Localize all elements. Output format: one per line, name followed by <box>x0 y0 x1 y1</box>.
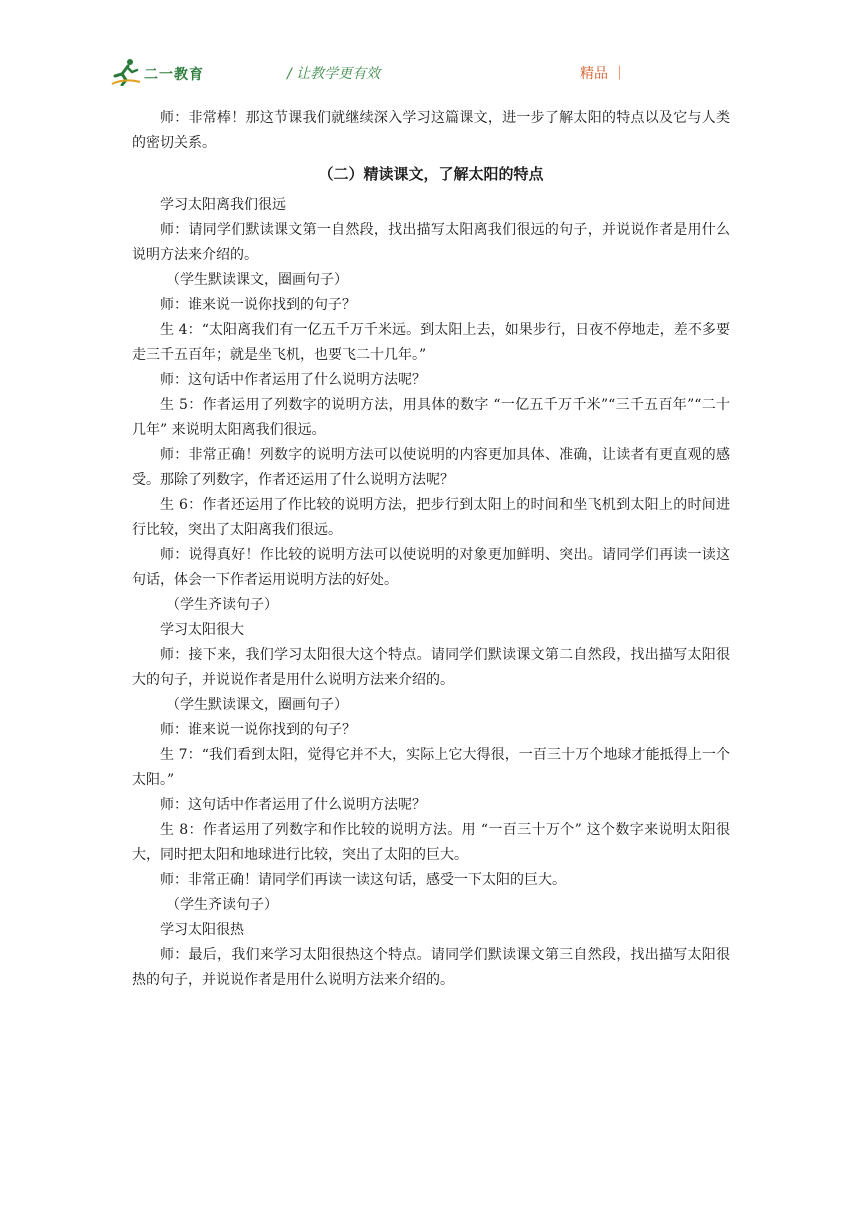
stage-direction: （学生齐读句子） <box>166 597 278 613</box>
page-header <box>0 0 860 100</box>
document-body <box>132 106 730 993</box>
subheading: 学习太阳离我们很远 <box>160 197 286 213</box>
paragraph: 师：非常棒！那这节课我们就继续深入学习这篇课文，进一步了解太阳的特点以及它与人类的密切关系。 <box>132 110 730 151</box>
stage-direction: （学生默读课文，圈画句子） <box>166 272 348 288</box>
paragraph: 生 7：“我们看到太阳，觉得它并不大，实际上它大得很，一百三十万个地球才能抵得上一个太阳。” <box>132 747 730 788</box>
paragraph: 师：接下来，我们学习太阳很大这个特点。请同学们默读课文第二自然段，找出描写太阳很大的句子，并说说作者是用什么说明方法来介绍的。 <box>132 647 730 688</box>
quality-label: 精品 ｜ <box>580 66 627 82</box>
stage-direction: （学生默读课文，圈画句子） <box>166 697 348 713</box>
logo <box>110 58 210 88</box>
paragraph: 师：最后，我们来学习太阳很热这个特点。请同学们默读课文第三自然段，找出描写太阳很热的句子，并说说作者是用什么说明方法来介绍的。 <box>132 947 730 988</box>
subheading: 学习太阳很热 <box>160 922 244 938</box>
subheading: 学习太阳很大 <box>160 622 244 638</box>
paragraph: 生 4：“太阳离我们有一亿五千万千米远。到太阳上去，如果步行，日夜不停地走，差不多要走三千五百年；就是坐飞机，也要飞二十几年。” <box>132 322 730 363</box>
paragraph: 生 8：作者运用了列数字和作比较的说明方法。用 “一百三十万个” 这个数字来说明太阳很大，同时把太阳和地球进行比较，突出了太阳的巨大。 <box>132 822 730 863</box>
paragraph: 师：非常正确！列数字的说明方法可以使说明的内容更加具体、准确，让读者有更直观的感受。那除了列数字，作者还运用了什么说明方法呢？ <box>132 447 730 488</box>
paragraph: 师：请同学们默读课文第一自然段，找出描写太阳离我们很远的句子，并说说作者是用什么说明方法来介绍的。 <box>132 222 730 263</box>
paragraph: 师：这句话中作者运用了什么说明方法呢？ <box>160 372 426 388</box>
slogan: / 让教学更有效 <box>287 66 381 82</box>
section-title: （二）精读课文，了解太阳的特点 <box>318 165 544 183</box>
paragraph: 师：谁来说一说你找到的句子？ <box>160 722 356 738</box>
paragraph: 生 6：作者还运用了作比较的说明方法，把步行到太阳上的时间和坐飞机到太阳上的时间进行比较，突出了太阳离我们很远。 <box>132 497 730 538</box>
paragraph: 生 5：作者运用了列数字的说明方法，用具体的数字 “一亿五千万千米”“三千五百年”“二十几年” 来说明太阳离我们很远。 <box>132 397 730 438</box>
paragraph: 师：说得真好！作比较的说明方法可以使说明的对象更加鲜明、突出。请同学们再读一读这句话，体会一下作者运用说明方法的好处。 <box>132 547 730 588</box>
paragraph: 师：谁来说一说你找到的句子？ <box>160 297 356 313</box>
runner-logo-icon <box>110 58 142 86</box>
logo-text: 二一教育 <box>144 67 204 83</box>
paragraph: 师：这句话中作者运用了什么说明方法呢？ <box>160 797 426 813</box>
paragraph: 师：非常正确！请同学们再读一读这句话，感受一下太阳的巨大。 <box>160 872 566 888</box>
stage-direction: （学生齐读句子） <box>166 897 278 913</box>
